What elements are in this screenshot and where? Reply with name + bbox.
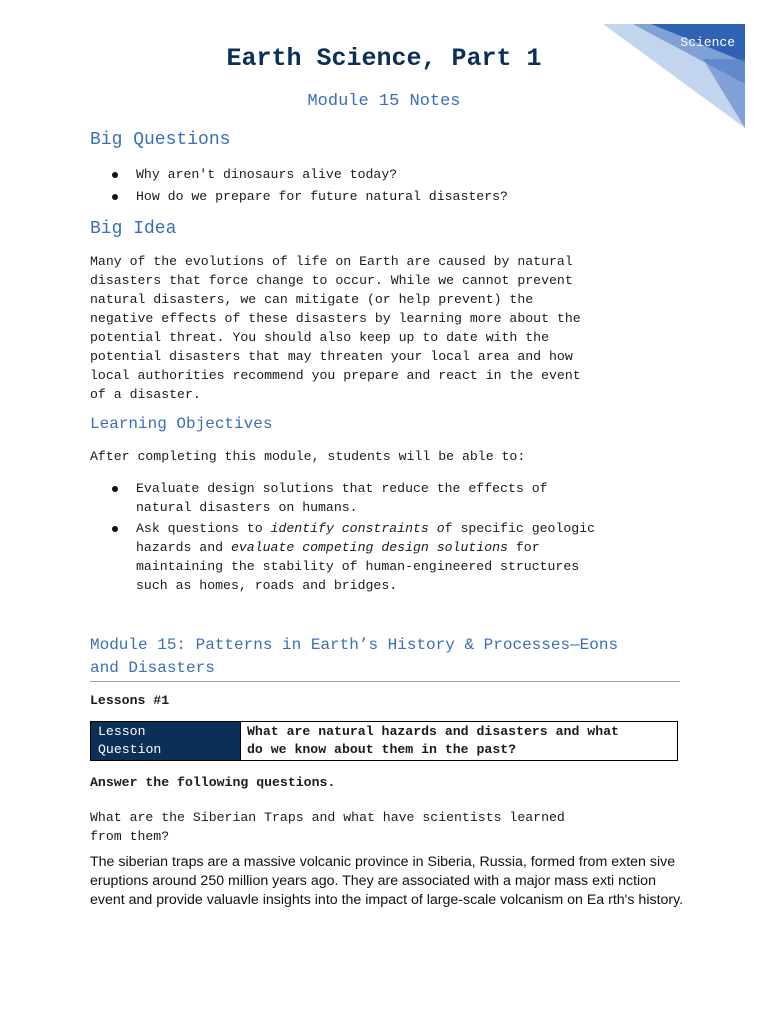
- subject-badge: Science: [680, 35, 735, 50]
- bullet-icon: [112, 486, 118, 492]
- page-subtitle: Module 15 Notes: [307, 92, 461, 111]
- list-item: Ask questions to identify constraints of specific geologic hazards and evaluate competing design solutions for maintaining the stability of human-engineered structures such as homes, roads and bridges.: [90, 519, 680, 595]
- big-idea-text: Many of the evolutions of life on Earth are caused by natural disasters that force change to occur. While we cannot prevent natural disasters, we can mitigate (or help prevent) the negative effects of these disasters by learning more about the potential threat. You should also keep up to date with the potential disasters that may threaten your local area and how local authorities recommend you prepare and react in the event of a disaster.: [90, 254, 581, 402]
- bullet-icon: [112, 526, 118, 532]
- learning-objectives-heading: Learning Objectives: [90, 415, 273, 433]
- lessons-label: Lessons #1: [90, 693, 170, 708]
- list-item: Evaluate design solutions that reduce the effects of natural disasters on humans.: [90, 479, 680, 517]
- big-questions-heading: Big Questions: [90, 130, 231, 150]
- lesson-question-text: What are natural hazards and disasters and what do we know about them in the past?: [241, 722, 678, 761]
- objectives-intro: After completing this module, students will be able to:: [90, 449, 526, 464]
- bullet-icon: [112, 194, 118, 200]
- page-title: Earth Science, Part 1: [226, 44, 542, 73]
- big-questions-list: [90, 165, 680, 206]
- bullet-icon: [112, 172, 118, 178]
- instructions: Answer the following questions.: [90, 775, 336, 790]
- big-idea-heading: Big Idea: [90, 219, 177, 239]
- lesson-question-label: Lesson Question: [91, 722, 241, 761]
- question-1: What are the Siberian Traps and what have scientists learned from them?: [90, 810, 565, 844]
- list-item: How do we prepare for future natural disasters?: [90, 187, 680, 206]
- lesson-question-table: [90, 721, 678, 761]
- module-heading: Module 15: Patterns in Earth’s History & Processes—Eons and Disasters: [90, 636, 619, 677]
- divider: [90, 681, 680, 682]
- objectives-list: [90, 479, 680, 595]
- answer-1: The siberian traps are a massive volcanic province in Siberia, Russia, formed from exten sive eruptions around 250 million years ago. They are associated with a major mass exti nction event and provide valuavle insights into the impact of large-scale volcanism on Ea rth's history.: [90, 854, 684, 908]
- list-item: Why aren't dinosaurs alive today?: [90, 165, 680, 184]
